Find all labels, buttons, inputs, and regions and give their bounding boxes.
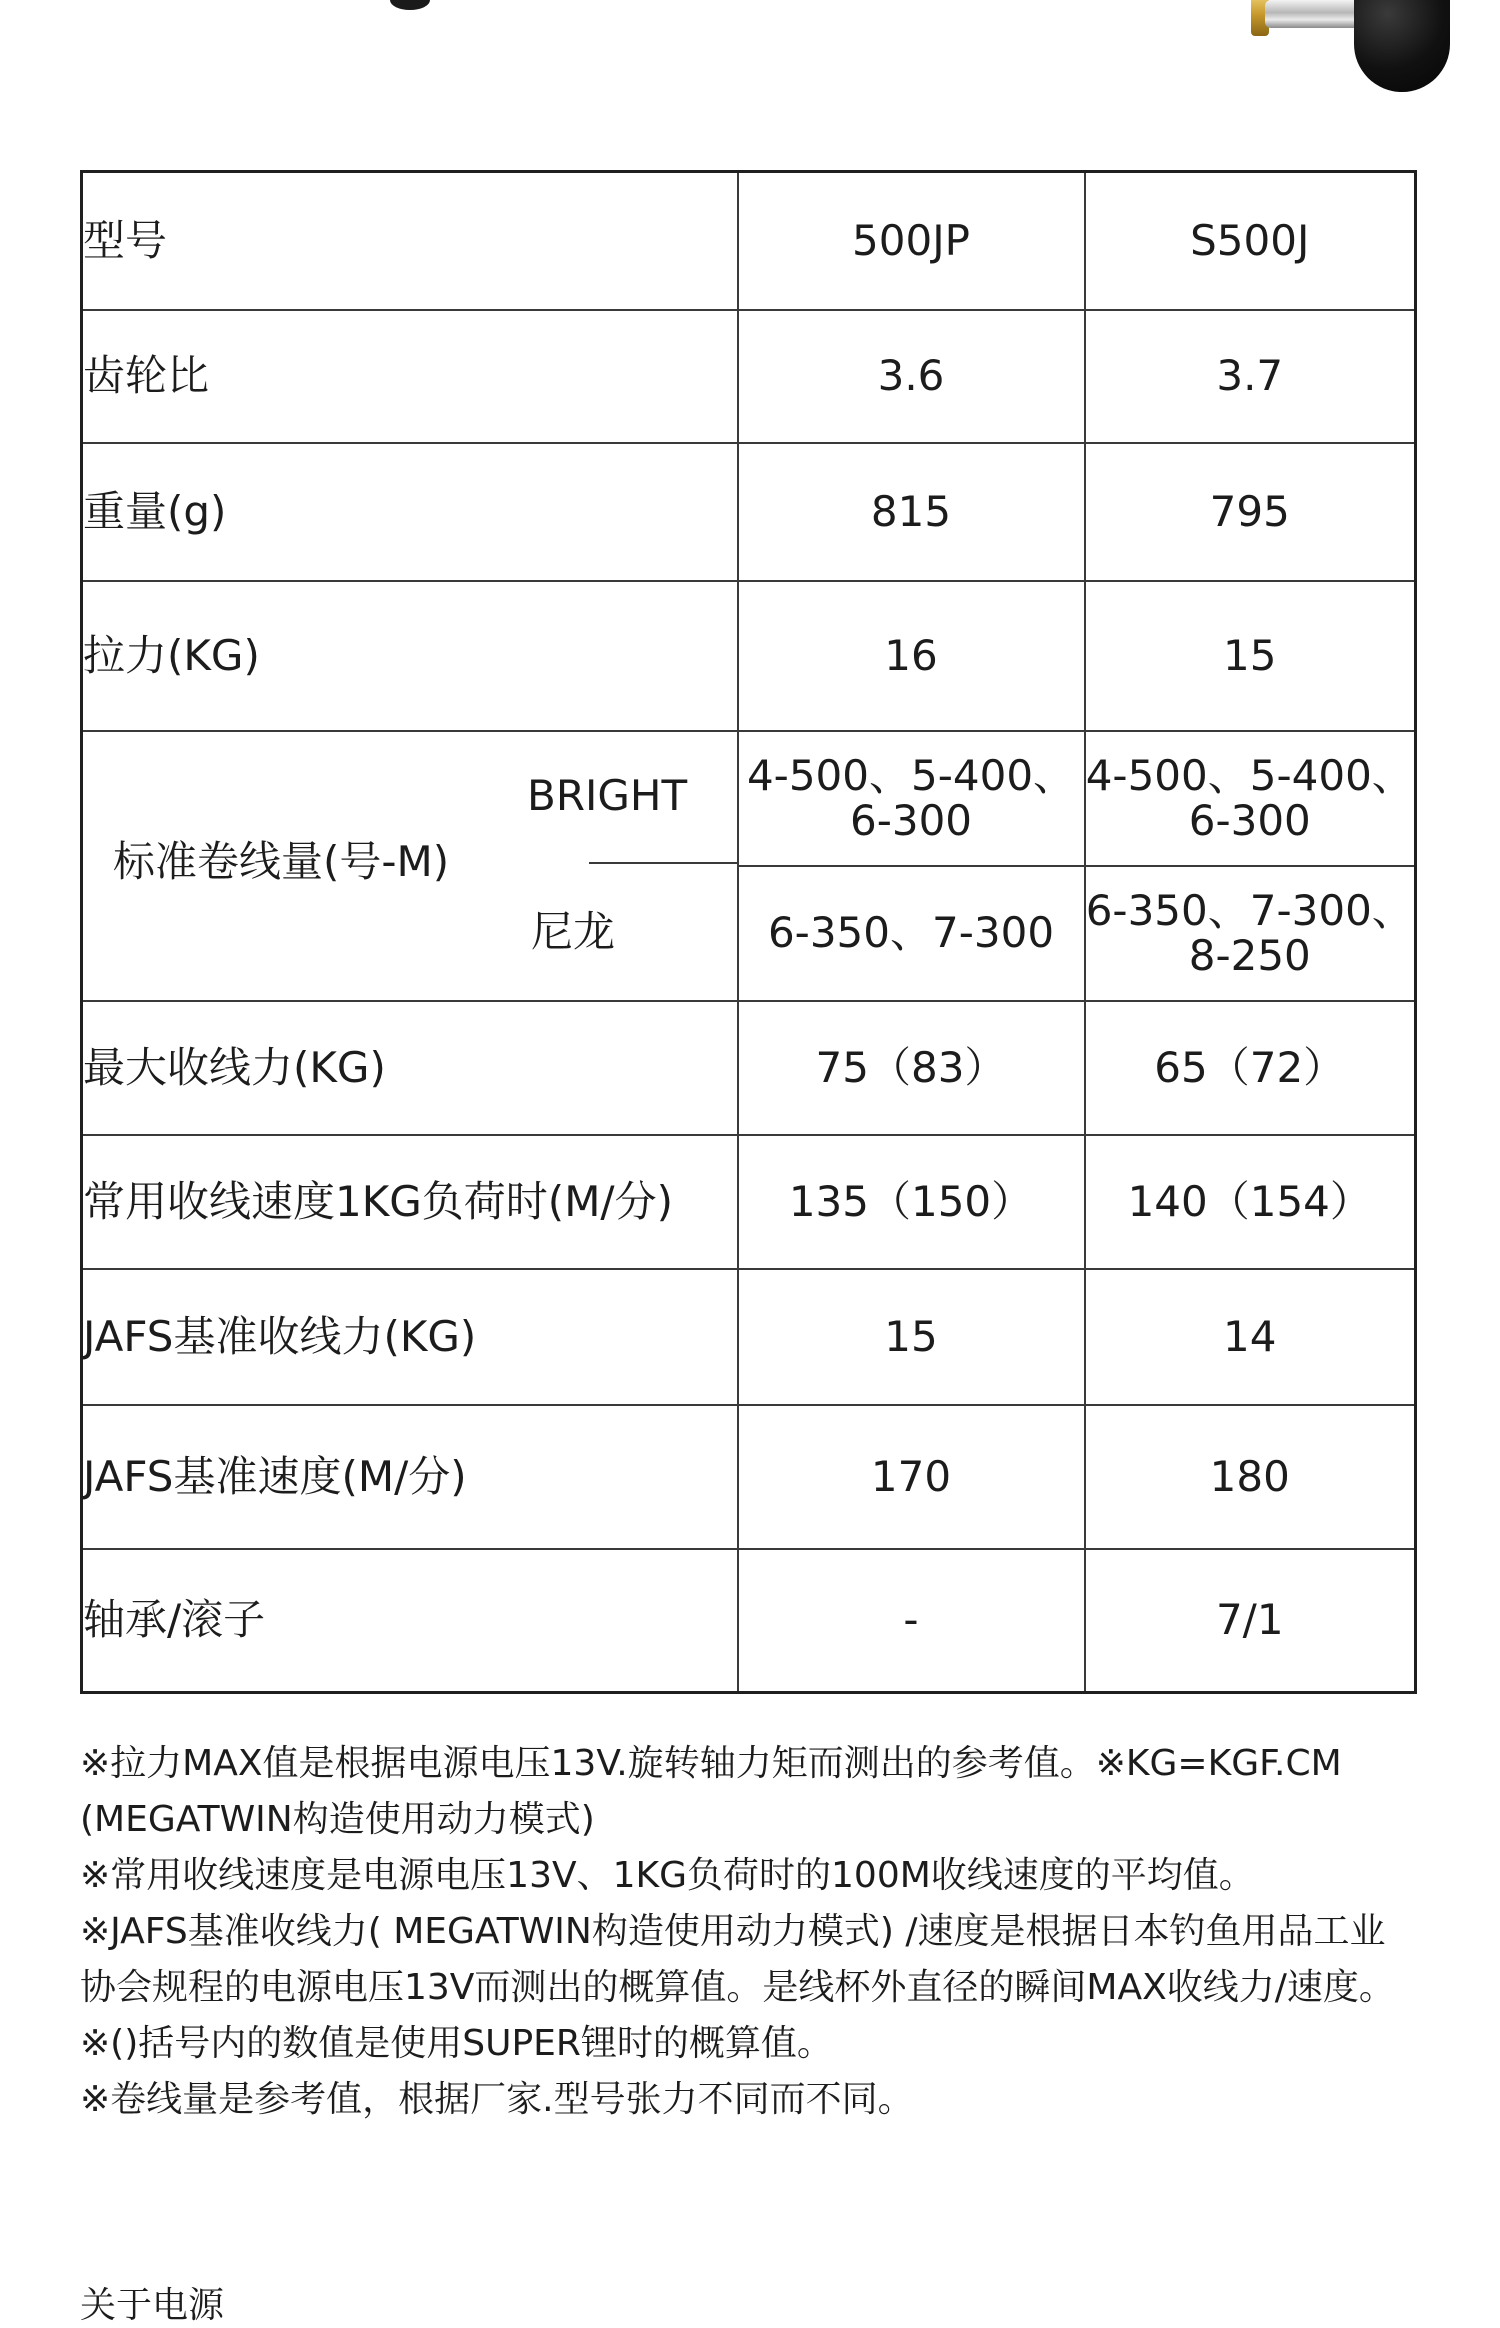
note-text: ※拉力MAX值是根据电源电压13V.旋转轴力矩而测出的参考值。※KG=KGF.CM (MEGATWIN构造使用动力模式) bbox=[80, 1743, 1342, 1840]
cell-value: - bbox=[738, 1549, 1085, 1692]
cell-value: 170 bbox=[738, 1405, 1085, 1549]
reel-knob-dot bbox=[390, 0, 430, 10]
table-row bbox=[82, 1135, 1416, 1269]
cell-value: 3.6 bbox=[738, 310, 1085, 443]
cell-value: 75（83） bbox=[738, 1001, 1085, 1135]
cell-value: 15 bbox=[1085, 581, 1416, 731]
cell-value: 135（150） bbox=[738, 1135, 1085, 1269]
row-label: 齿轮比 bbox=[82, 310, 738, 443]
cell-value: 180 bbox=[1085, 1405, 1416, 1549]
cell-value: 14 bbox=[1085, 1269, 1416, 1405]
row-label: 轴承/滚子 bbox=[82, 1549, 738, 1692]
cell-value: 16 bbox=[738, 581, 1085, 731]
note-text: ※()括号内的数值是使用SUPER锂时的概算值。 bbox=[80, 2023, 833, 2064]
cell-value: 795 bbox=[1085, 443, 1416, 581]
spec-table bbox=[80, 170, 1417, 1694]
cell-value: 7/1 bbox=[1085, 1549, 1416, 1692]
cell-value: 815 bbox=[738, 443, 1085, 581]
table-row bbox=[82, 443, 1416, 581]
row-label: 拉力(KG) bbox=[82, 581, 738, 731]
note-text: ※JAFS基准收线力( MEGATWIN构造使用动力模式) /速度是根据日本钓鱼用品工业协会规程的电源电压13V而测出的概算值。是线杯外直径的瞬间MAX收线力/速度。 bbox=[80, 1911, 1395, 2008]
cell-value: 65（72） bbox=[1085, 1001, 1416, 1135]
sub-label-nylon: 尼龙 bbox=[531, 907, 616, 956]
cell-value: 6-350、7-300、8-250 bbox=[1085, 866, 1416, 1001]
row-label: 型号 bbox=[82, 172, 738, 311]
cell-value: 4-500、5-400、6-300 bbox=[1085, 731, 1416, 866]
notes-section bbox=[80, 1736, 1420, 2128]
model-s500j: S500J bbox=[1085, 172, 1416, 311]
cell-value: 6-350、7-300 bbox=[738, 866, 1085, 1001]
table-row-standard-capacity bbox=[82, 731, 1416, 866]
divider bbox=[589, 862, 737, 864]
table-row bbox=[82, 1001, 1416, 1135]
sub-label-bright: BRIGHT bbox=[527, 771, 688, 820]
note-text: ※卷线量是参考值，根据厂家.型号张力不同而不同。 bbox=[80, 2079, 914, 2120]
row-label: JAFS基准收线力(KG) bbox=[82, 1269, 738, 1405]
cell-value: 3.7 bbox=[1085, 310, 1416, 443]
row-label: JAFS基准速度(M/分) bbox=[82, 1405, 738, 1549]
product-image-fragment bbox=[0, 0, 1500, 130]
table-row bbox=[82, 1405, 1416, 1549]
row-label: 标准卷线量(号-M) bbox=[113, 837, 450, 886]
cell-value: 15 bbox=[738, 1269, 1085, 1405]
section-title-power: 关于电源 bbox=[80, 2285, 225, 2326]
cell-value: 4-500、5-400、6-300 bbox=[738, 731, 1085, 866]
table-row bbox=[82, 1549, 1416, 1692]
fishing-reel-handle-icon bbox=[1235, 0, 1450, 100]
note-text: ※常用收线速度是电源电压13V、1KG负荷时的100M收线速度的平均值。 bbox=[80, 1855, 1255, 1896]
row-label: 重量(g) bbox=[82, 443, 738, 581]
standard-capacity-label-cell bbox=[82, 731, 738, 1001]
row-label: 最大收线力(KG) bbox=[82, 1001, 738, 1135]
cell-value: 140（154） bbox=[1085, 1135, 1416, 1269]
model-500jp: 500JP bbox=[738, 172, 1085, 311]
row-label: 常用收线速度1KG负荷时(M/分) bbox=[82, 1135, 738, 1269]
table-row bbox=[82, 581, 1416, 731]
handle-knob bbox=[1354, 0, 1450, 92]
table-row bbox=[82, 310, 1416, 443]
table-row bbox=[82, 172, 1416, 311]
table-row bbox=[82, 1269, 1416, 1405]
